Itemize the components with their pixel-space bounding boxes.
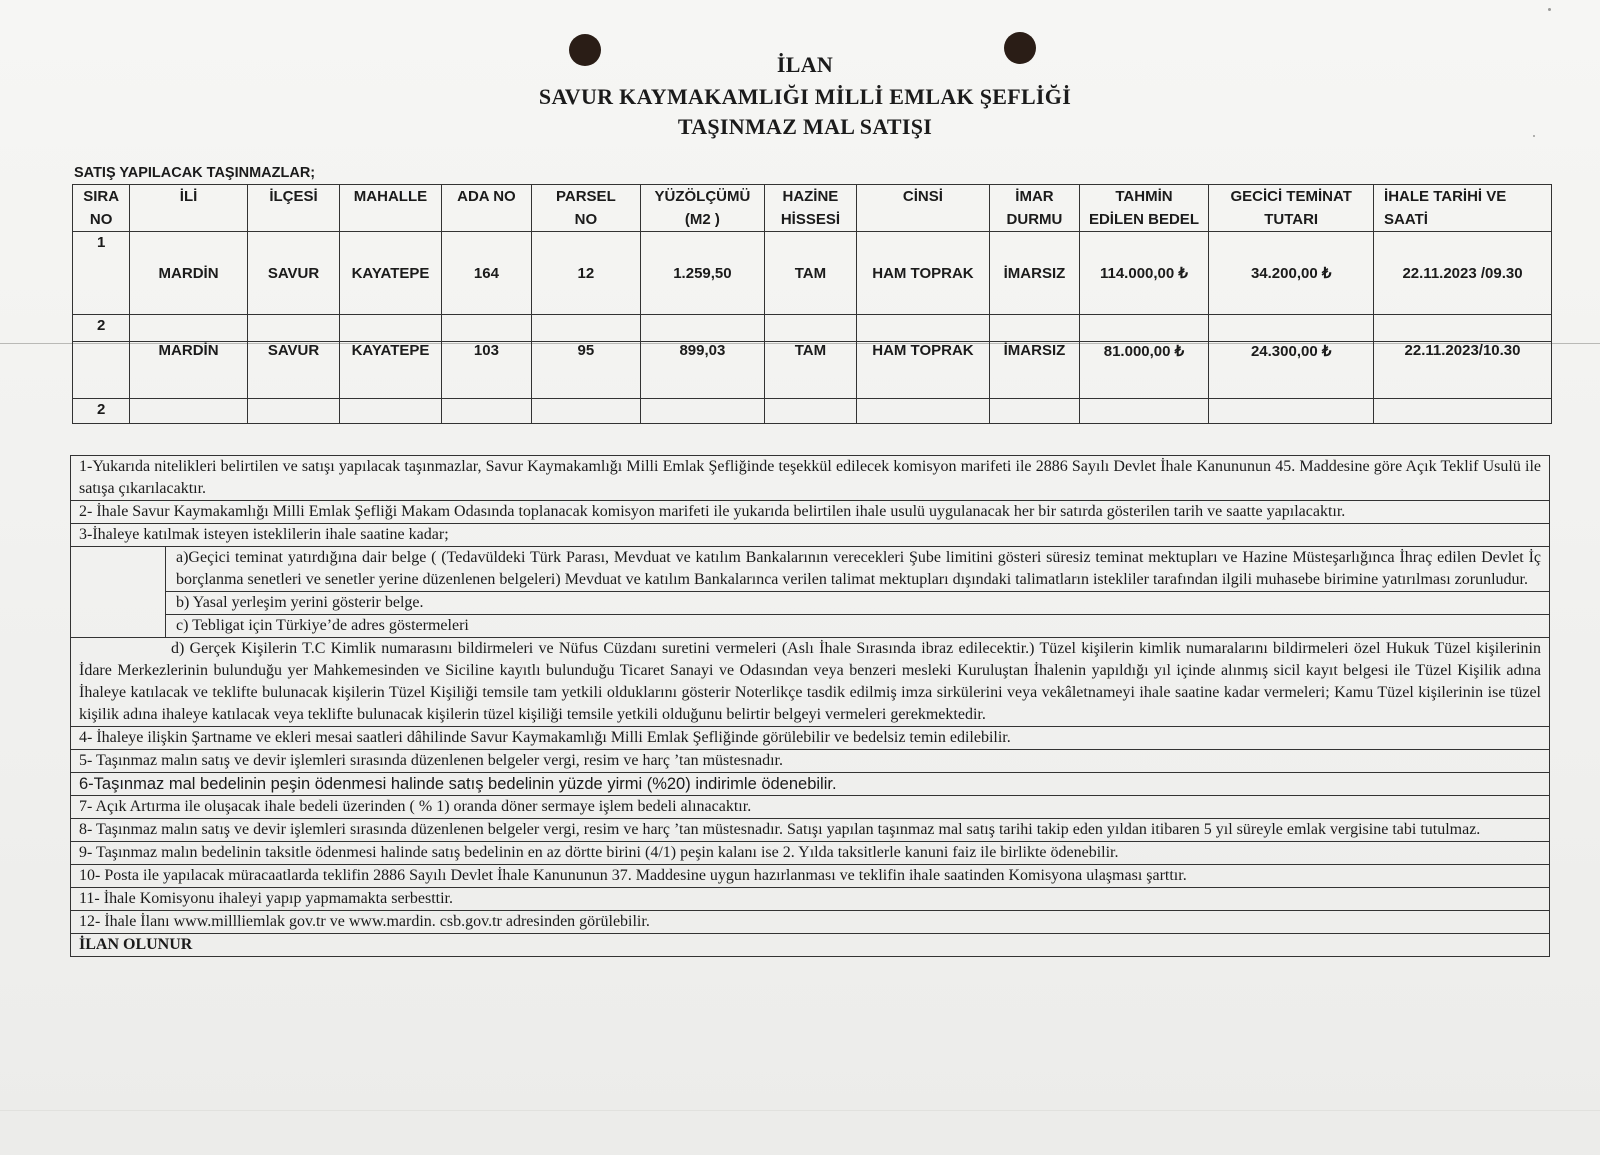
cell-hazine: TAM [765, 342, 856, 399]
cell-ada: 164 [441, 232, 531, 315]
cell-teminat: 34.200,00 ₺ [1209, 232, 1374, 315]
term-row-3b [71, 592, 1550, 615]
term-text: 8- Taşınmaz malın satış ve devir işlemleri sırasında düzenlenen belgeler vergi, resim ve harç ’tan müstesnadır. Satışı yapılan taşınmaz mal satış tarihi takip eden yıldan itibaren 5 yıl süreyle emlak vergisine tabi tutulmaz. [71, 819, 1550, 842]
cell-parsel: 95 [532, 342, 641, 399]
cell-imar: İMARSIZ [990, 232, 1079, 315]
term-row-6 [71, 773, 1550, 796]
cell-ilcesi: SAVUR [247, 232, 339, 315]
cell-tahmin: 81.000,00 ₺ [1079, 342, 1209, 399]
term-row-3d [71, 638, 1550, 727]
term-text: 9- Taşınmaz malın bedelinin taksitle ödenmesi halinde satış bedelinin en az dörtte birini (4/1) peşin kalanı ise 2. Yılda taksitlerle kanuni faiz ile birlikte ödenebilir. [71, 842, 1550, 865]
term-row-11 [71, 888, 1550, 911]
term-text: 6-Taşınmaz mal bedelinin peşin ödenmesi halinde satış bedelinin yüzde yirmi (%20) indirimle ödenebilir. [71, 773, 1550, 796]
term-row-2 [71, 501, 1550, 524]
table-row [73, 399, 1552, 424]
cell-mahalle: KAYATEPE [340, 232, 441, 315]
authority-title: SAVUR KAYMAKAMLIĞI MİLLİ EMLAK ŞEFLİĞİ [538, 84, 1072, 109]
term-row-7 [71, 796, 1550, 819]
cell-parsel: 12 [532, 232, 641, 315]
term-text: 4- İhaleye ilişkin Şartname ve ekleri mesai saatleri dâhilinde Savur Kaymakamlığı Milli Emlak Şefliğinde görülebilir ve bedelsiz temin edilebilir. [71, 727, 1550, 750]
header-imar: İMAR DURMU [990, 185, 1079, 232]
header-sira: SIRA NO [73, 185, 130, 232]
cell-hazine: TAM [765, 232, 856, 315]
table-row [73, 315, 1552, 342]
cell-teminat: 24.300,00 ₺ [1209, 342, 1374, 399]
term-text: d) Gerçek Kişilerin T.C Kimlik numarasını bildirmeleri ve Nüfus Cüzdanı suretini vermeleri (Aslı İhale Sırasında ibraz edilecektir.) Tüzel kişilerin kimlik numaralarını bildirmeleri özel Hukuk Tüzel kişilerinin İdare Merkezlerinin bulunduğu yer Mahkemesinden ve Siciline kayıtlı bulunduğu Ticaret Sanayi ve Odasından veya benzeri mesleki Kuruluştan İhalenin yapıldığı yıl içinde alınmış sicil kayıt belgesi ile Tüzel Kişilik adına İhaleye katılacak ve teklifte bulunacak kişilerin Tüzel Kişiliği temsile tam yetkili olduklarını gösterir Noterlikçe tasdik edilmiş imza sirkülerini veya vekâletnameyi ihale saatine kadar vermeleri; Kamu Tüzel kişilerinin ise tüzel kişilik adına ihaleye katılacak veya teklifte bulunacak kişilerin tüzel kişiliği temsile yetkili olduğunu belirtir belgeyi vermeleri gerekmektedir. [71, 638, 1550, 727]
paper-speck [1548, 8, 1551, 11]
header-yuzolcumu: YÜZÖLÇÜMÜ (M2 ) [640, 185, 765, 232]
term-row-5 [71, 750, 1550, 773]
notice-title: İLAN [776, 52, 834, 77]
cell-ili: MARDİN [130, 342, 248, 399]
term-text: c) Tebligat için Türkiye’de adres göstermeleri [166, 615, 1550, 638]
header-ihale: İHALE TARİHİ VE SAATİ [1374, 185, 1552, 232]
term-text: 1-Yukarıda nitelikleri belirtilen ve satışı yapılacak taşınmazlar, Savur Kaymakamlığı Milli Emlak Şefliğinde teşekkül edilecek komisyon marifeti ile 2886 Sayılı Devlet İhale Kanununun 45. Maddesine göre Açık Teklif Usulü ile satışa çıkarılacaktır. [71, 456, 1550, 501]
sale-title: TAŞINMAZ MAL SATIŞI [677, 114, 933, 139]
cell-yuzolcumu: 1.259,50 [640, 232, 765, 315]
term-text: 5- Taşınmaz malın satış ve devir işlemleri sırasında düzenlenen belgeler vergi, resim ve harç ’tan müstesnadır. [71, 750, 1550, 773]
cell-ilcesi: SAVUR [247, 342, 339, 399]
cell-mahalle: KAYATEPE [340, 342, 441, 399]
cell-tahmin: 114.000,00 ₺ [1079, 232, 1209, 315]
paper-fold-line-bottom [0, 1110, 1600, 1111]
header-ilcesi: İLÇESİ [247, 185, 339, 232]
header-mahalle: MAHALLE [340, 185, 441, 232]
term-row-9 [71, 842, 1550, 865]
cell-ihale: 22.11.2023 /09.30 [1374, 232, 1552, 315]
cell-ada: 103 [441, 342, 531, 399]
term-text: 11- İhale Komisyonu ihaleyi yapıp yapmamakta serbesttir. [71, 888, 1550, 911]
term-row-12 [71, 911, 1550, 934]
closing-text: İLAN OLUNUR [71, 934, 1550, 957]
cell-cinsi: HAM TOPRAK [856, 342, 990, 399]
header-teminat: GECİCİ TEMİNAT TUTARI [1209, 185, 1374, 232]
properties-table [72, 184, 1552, 424]
table-row [73, 342, 1552, 399]
properties-section-label: SATIŞ YAPILACAK TAŞINMAZLAR; [74, 165, 316, 181]
cell-sira: 2 [73, 315, 130, 342]
table-row [73, 232, 1552, 315]
header-parsel: PARSEL NO [532, 185, 641, 232]
term-text: 3-İhaleye katılmak isteyen isteklilerin ihale saatine kadar; [71, 524, 1550, 547]
header-tahmin: TAHMİN EDİLEN BEDEL [1079, 185, 1209, 232]
term-text: 2- İhale Savur Kaymakamlığı Milli Emlak Şefliği Makam Odasında toplanacak komisyon marifeti ile yukarıda belirtilen ihale usulü uygulanacak her bir satırda gösterilen tarih ve saatte yapılacaktır. [71, 501, 1550, 524]
term-row-10 [71, 865, 1550, 888]
term-row-8 [71, 819, 1550, 842]
cell-sira: 1 [73, 232, 130, 315]
term-text: a)Geçici teminat yatırdığına dair belge ( (Tedavüldeki Türk Parası, Mevduat ve katılım Bankalarının verecekleri Şube limitini gösteri süresiz teminat mektupları ve Hazine Müsteşarlığınca İhraç edilen Devlet İç borçlanma senetleri ve senetler yerine düzenlenen belgeleri) Mevduat ve katılım Bankalarınca verilen talimat mektupları dışındaki talimatların istekliler tarafından ilgili muhasebe birimine yatırılması zorunludur. [166, 547, 1550, 592]
header-ili: İLİ [130, 185, 248, 232]
cell-cinsi: HAM TOPRAK [856, 232, 990, 315]
table-header-row [73, 185, 1552, 232]
header-hazine: HAZİNE HİSSESİ [765, 185, 856, 232]
cell-sira: 2 [73, 399, 130, 424]
header-ada: ADA NO [441, 185, 531, 232]
cell-yuzolcumu: 899,03 [640, 342, 765, 399]
header-cinsi: CİNSİ [856, 185, 990, 232]
term-row-4 [71, 727, 1550, 750]
term-row-3c [71, 615, 1550, 638]
cell-imar: İMARSIZ [990, 342, 1079, 399]
term-row-3 [71, 524, 1550, 547]
closing-row [71, 934, 1550, 957]
term-row-3a [71, 547, 1550, 592]
term-text: 7- Açık Artırma ile oluşacak ihale bedeli üzerinden ( % 1) oranda döner sermaye işlem bedeli alınacaktır. [71, 796, 1550, 819]
cell-ili: MARDİN [130, 232, 248, 315]
term-row-1 [71, 456, 1550, 501]
term-text: 12- İhale İlanı www.millliemlak gov.tr ve www.mardin. csb.gov.tr adresinden görülebilir. [71, 911, 1550, 934]
terms-table [70, 455, 1550, 957]
cell-ihale: 22.11.2023/10.30 [1374, 342, 1552, 399]
term-text: b) Yasal yerleşim yerini gösterir belge. [166, 592, 1550, 615]
term-text: 10- Posta ile yapılacak müracaatlarda teklifin 2886 Sayılı Devlet İhale Kanununun 37. Maddesine uygun hazırlanması ve teklifin ihale saatinden Komisyona ulaşması şarttır. [71, 865, 1550, 888]
